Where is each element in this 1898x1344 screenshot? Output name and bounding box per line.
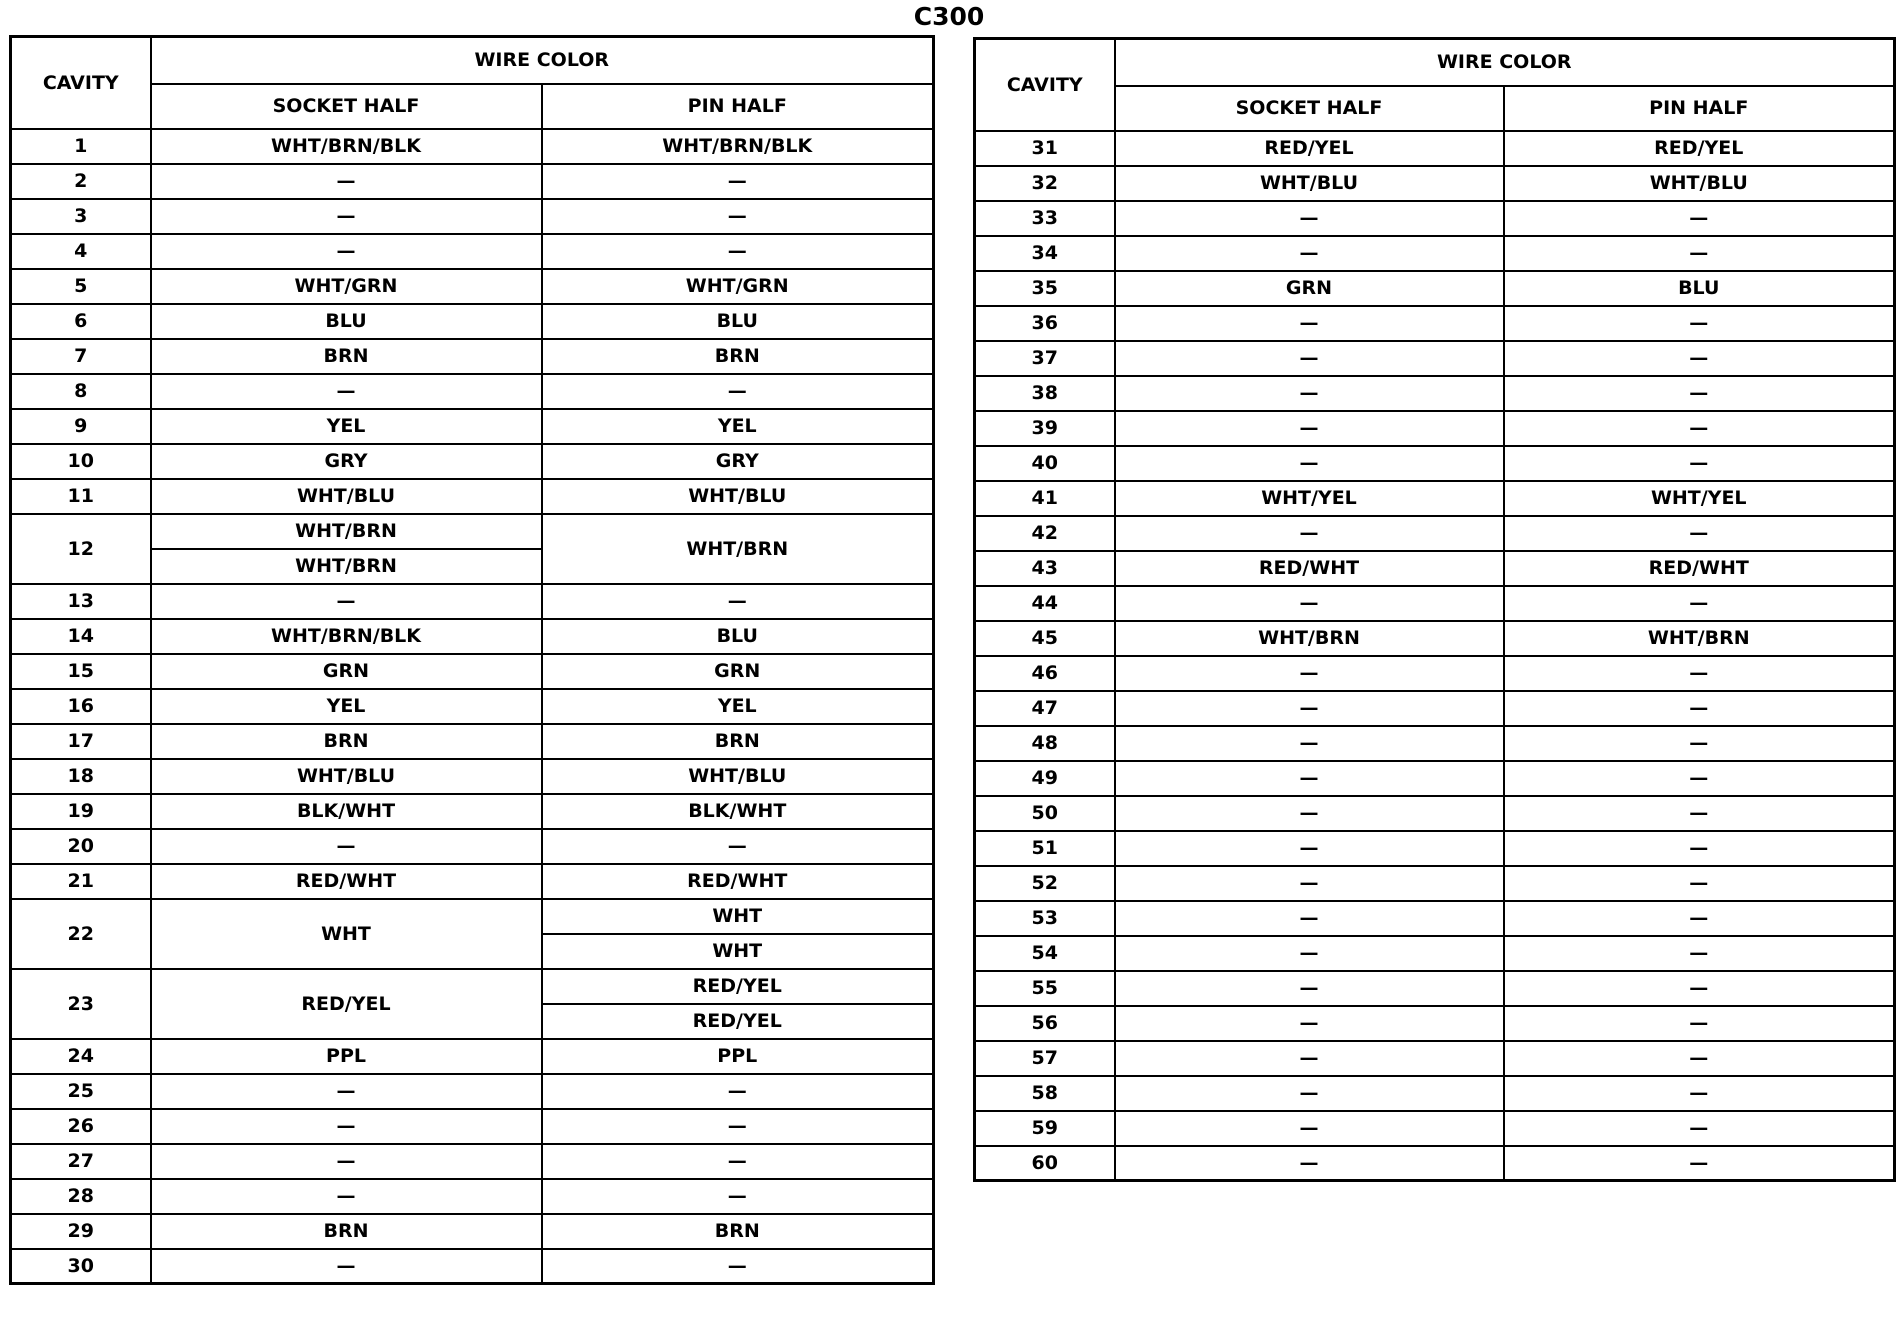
pin-half-cell: BLU (542, 619, 934, 654)
pin-half-cell: — (1504, 901, 1895, 936)
socket-half-cell: — (1115, 341, 1504, 376)
cavity-cell: 45 (975, 621, 1115, 656)
socket-half-cell: — (1115, 236, 1504, 271)
cavity-cell: 60 (975, 1146, 1115, 1181)
pin-half-cell: — (1504, 1146, 1895, 1181)
table-row (11, 1214, 934, 1249)
socket-half-cell: — (1115, 761, 1504, 796)
table-row (975, 761, 1895, 796)
table-row (975, 656, 1895, 691)
socket-half-cell: GRY (151, 444, 542, 479)
socket-half-cell: — (151, 1074, 542, 1109)
socket-half-cell: WHT/BLU (1115, 166, 1504, 201)
cavity-cell: 18 (11, 759, 151, 794)
socket-half-cell: BRN (151, 339, 542, 374)
table-row (975, 936, 1895, 971)
socket-half-cell: — (1115, 726, 1504, 761)
cavity-header: CAVITY (975, 39, 1115, 131)
table-row (975, 376, 1895, 411)
pin-half-cell: — (542, 1144, 934, 1179)
pin-half-cell: BRN (542, 1214, 934, 1249)
table-row (975, 131, 1895, 166)
cavity-cell: 23 (11, 969, 151, 1039)
table-row (11, 794, 934, 829)
table-row (975, 1076, 1895, 1111)
socket-half-cell: PPL (151, 1039, 542, 1074)
table-row (11, 129, 934, 164)
pin-half-cell: GRN (542, 654, 934, 689)
pin-half-cell: — (542, 374, 934, 409)
table-row (11, 584, 934, 619)
pin-half-cell: — (542, 1074, 934, 1109)
pin-half-cell: — (542, 164, 934, 199)
pin-half-cell: — (1504, 1111, 1895, 1146)
table-row (11, 724, 934, 759)
cavity-cell: 11 (11, 479, 151, 514)
cavity-cell: 41 (975, 481, 1115, 516)
pin-half-cell: — (1504, 341, 1895, 376)
socket-half-header: SOCKET HALF (1115, 86, 1504, 131)
table-row (11, 514, 934, 549)
pin-half-cell: PPL (542, 1039, 934, 1074)
pin-half-cell: — (1504, 761, 1895, 796)
socket-half-cell: — (1115, 1006, 1504, 1041)
cavity-cell: 4 (11, 234, 151, 269)
socket-half-cell: WHT/BRN (151, 514, 542, 549)
table-row (975, 866, 1895, 901)
table-row (975, 516, 1895, 551)
socket-half-cell: RED/YEL (1115, 131, 1504, 166)
cavity-cell: 7 (11, 339, 151, 374)
left-table-body (11, 129, 934, 1284)
cavity-cell: 20 (11, 829, 151, 864)
socket-half-cell: RED/WHT (1115, 551, 1504, 586)
pin-half-cell: RED/WHT (1504, 551, 1895, 586)
left-connector-table (9, 35, 935, 1285)
cavity-cell: 28 (11, 1179, 151, 1214)
cavity-cell: 25 (11, 1074, 151, 1109)
pin-half-cell: — (542, 829, 934, 864)
table-row (11, 689, 934, 724)
socket-half-cell: WHT/YEL (1115, 481, 1504, 516)
pin-half-cell: — (1504, 691, 1895, 726)
table-row (975, 1111, 1895, 1146)
pin-half-cell: — (1504, 1041, 1895, 1076)
table-row (975, 691, 1895, 726)
socket-half-cell: BRN (151, 1214, 542, 1249)
pin-half-cell: WHT/GRN (542, 269, 934, 304)
cavity-cell: 42 (975, 516, 1115, 551)
socket-half-cell: WHT/GRN (151, 269, 542, 304)
table-row (11, 619, 934, 654)
pin-half-cell: RED/YEL (1504, 131, 1895, 166)
cavity-cell: 14 (11, 619, 151, 654)
socket-half-cell: GRN (1115, 271, 1504, 306)
pin-half-cell: — (1504, 236, 1895, 271)
socket-half-cell: RED/YEL (151, 969, 542, 1039)
cavity-cell: 59 (975, 1111, 1115, 1146)
right-connector-table (973, 37, 1896, 1182)
table-row (975, 1041, 1895, 1076)
pin-half-cell: — (1504, 866, 1895, 901)
socket-half-cell: — (151, 234, 542, 269)
pin-half-cell: BLK/WHT (542, 794, 934, 829)
pin-half-cell: — (1504, 796, 1895, 831)
table-row (975, 201, 1895, 236)
table-row (11, 479, 934, 514)
cavity-cell: 53 (975, 901, 1115, 936)
pin-half-cell: RED/YEL (542, 969, 934, 1004)
table-row (975, 586, 1895, 621)
pin-half-cell: — (542, 1249, 934, 1284)
cavity-cell: 51 (975, 831, 1115, 866)
table-row (975, 446, 1895, 481)
socket-half-cell: — (151, 374, 542, 409)
pin-half-cell: RED/YEL (542, 1004, 934, 1039)
connector-title: C300 (913, 2, 985, 31)
table-row (975, 1146, 1895, 1181)
cavity-cell: 29 (11, 1214, 151, 1249)
socket-half-cell: — (1115, 1076, 1504, 1111)
pin-half-cell: — (1504, 726, 1895, 761)
table-row (11, 339, 934, 374)
table-row (11, 374, 934, 409)
table-row (11, 899, 934, 934)
table-row (11, 1249, 934, 1284)
cavity-cell: 44 (975, 586, 1115, 621)
socket-half-cell: WHT/BLU (151, 759, 542, 794)
table-row (975, 971, 1895, 1006)
pin-half-cell: — (1504, 446, 1895, 481)
pin-half-cell: — (1504, 936, 1895, 971)
socket-half-cell: — (1115, 971, 1504, 1006)
socket-half-cell: — (1115, 656, 1504, 691)
cavity-cell: 55 (975, 971, 1115, 1006)
pin-half-cell: — (1504, 971, 1895, 1006)
pin-half-cell: — (542, 584, 934, 619)
right-table-body (975, 131, 1895, 1181)
cavity-cell: 27 (11, 1144, 151, 1179)
cavity-cell: 58 (975, 1076, 1115, 1111)
pin-half-cell: WHT/BLU (1504, 166, 1895, 201)
wire-color-header: WIRE COLOR (151, 37, 934, 84)
pin-half-cell: WHT (542, 934, 934, 969)
pin-half-cell: — (1504, 201, 1895, 236)
table-row (11, 234, 934, 269)
pin-half-cell: WHT/BLU (542, 479, 934, 514)
cavity-cell: 8 (11, 374, 151, 409)
pin-half-cell: — (1504, 306, 1895, 341)
table-row (975, 1006, 1895, 1041)
socket-half-cell: — (1115, 796, 1504, 831)
table-row (975, 411, 1895, 446)
pin-half-cell: — (1504, 1076, 1895, 1111)
pin-half-cell: — (1504, 376, 1895, 411)
pin-half-cell: WHT/BLU (542, 759, 934, 794)
table-row (975, 726, 1895, 761)
socket-half-cell: — (1115, 901, 1504, 936)
socket-half-cell: GRN (151, 654, 542, 689)
socket-half-cell: — (1115, 201, 1504, 236)
socket-half-cell: WHT/BRN (151, 549, 542, 584)
cavity-cell: 31 (975, 131, 1115, 166)
table-row (11, 1109, 934, 1144)
pin-half-cell: RED/WHT (542, 864, 934, 899)
socket-half-cell: — (1115, 1111, 1504, 1146)
cavity-cell: 24 (11, 1039, 151, 1074)
socket-half-cell: YEL (151, 409, 542, 444)
cavity-cell: 3 (11, 199, 151, 234)
cavity-cell: 6 (11, 304, 151, 339)
cavity-cell: 54 (975, 936, 1115, 971)
table-row (11, 1074, 934, 1109)
table-row (11, 1179, 934, 1214)
cavity-cell: 48 (975, 726, 1115, 761)
table-row (11, 864, 934, 899)
socket-half-cell: — (151, 584, 542, 619)
cavity-cell: 52 (975, 866, 1115, 901)
cavity-cell: 37 (975, 341, 1115, 376)
socket-half-cell: — (151, 1249, 542, 1284)
pin-half-cell: BLU (542, 304, 934, 339)
cavity-header: CAVITY (11, 37, 151, 129)
socket-half-cell: — (1115, 411, 1504, 446)
cavity-cell: 49 (975, 761, 1115, 796)
socket-half-cell: — (151, 164, 542, 199)
cavity-cell: 1 (11, 129, 151, 164)
cavity-cell: 21 (11, 864, 151, 899)
socket-half-cell: BLK/WHT (151, 794, 542, 829)
pin-half-cell: WHT/YEL (1504, 481, 1895, 516)
pin-half-cell: YEL (542, 689, 934, 724)
socket-half-cell: — (151, 1179, 542, 1214)
socket-half-cell: — (1115, 376, 1504, 411)
table-row (975, 901, 1895, 936)
socket-half-cell: WHT/BRN/BLK (151, 619, 542, 654)
table-row (11, 1144, 934, 1179)
cavity-cell: 35 (975, 271, 1115, 306)
socket-half-cell: YEL (151, 689, 542, 724)
cavity-cell: 57 (975, 1041, 1115, 1076)
cavity-cell: 17 (11, 724, 151, 759)
pin-half-cell: — (542, 234, 934, 269)
socket-half-cell: — (1115, 691, 1504, 726)
cavity-cell: 9 (11, 409, 151, 444)
socket-half-cell: — (1115, 866, 1504, 901)
socket-half-cell: — (151, 1109, 542, 1144)
socket-half-cell: RED/WHT (151, 864, 542, 899)
socket-half-cell: — (151, 1144, 542, 1179)
table-row (11, 409, 934, 444)
table-row (11, 1039, 934, 1074)
cavity-cell: 33 (975, 201, 1115, 236)
table-row (975, 831, 1895, 866)
table-row (975, 271, 1895, 306)
table-row (11, 829, 934, 864)
table-row (975, 306, 1895, 341)
pin-half-cell: WHT/BRN (1504, 621, 1895, 656)
cavity-cell: 36 (975, 306, 1115, 341)
pin-half-cell: — (542, 199, 934, 234)
cavity-cell: 10 (11, 444, 151, 479)
pin-half-cell: BLU (1504, 271, 1895, 306)
pin-half-cell: — (1504, 516, 1895, 551)
cavity-cell: 15 (11, 654, 151, 689)
table-row (975, 236, 1895, 271)
pin-half-cell: — (1504, 586, 1895, 621)
table-row (11, 199, 934, 234)
cavity-cell: 30 (11, 1249, 151, 1284)
cavity-cell: 22 (11, 899, 151, 969)
pin-half-cell: — (542, 1179, 934, 1214)
pin-half-cell: WHT/BRN/BLK (542, 129, 934, 164)
table-row (11, 969, 934, 1004)
cavity-cell: 40 (975, 446, 1115, 481)
pin-half-cell: GRY (542, 444, 934, 479)
pin-half-cell: — (1504, 1006, 1895, 1041)
socket-half-cell: — (1115, 831, 1504, 866)
pin-half-cell: WHT (542, 899, 934, 934)
socket-half-cell: — (1115, 306, 1504, 341)
cavity-cell: 38 (975, 376, 1115, 411)
table-row (975, 341, 1895, 376)
pin-half-header: PIN HALF (1504, 86, 1895, 131)
table-row (11, 759, 934, 794)
pin-half-cell: — (542, 1109, 934, 1144)
socket-half-cell: WHT/BRN (1115, 621, 1504, 656)
table-row (11, 444, 934, 479)
cavity-cell: 56 (975, 1006, 1115, 1041)
table-row (11, 164, 934, 199)
cavity-cell: 2 (11, 164, 151, 199)
cavity-cell: 46 (975, 656, 1115, 691)
cavity-cell: 26 (11, 1109, 151, 1144)
table-row (975, 166, 1895, 201)
cavity-cell: 12 (11, 514, 151, 584)
socket-half-cell: WHT/BLU (151, 479, 542, 514)
cavity-cell: 34 (975, 236, 1115, 271)
cavity-cell: 5 (11, 269, 151, 304)
pin-half-cell: BRN (542, 724, 934, 759)
socket-half-cell: — (1115, 586, 1504, 621)
socket-half-cell: WHT/BRN/BLK (151, 129, 542, 164)
cavity-cell: 13 (11, 584, 151, 619)
table-row (11, 654, 934, 689)
cavity-cell: 43 (975, 551, 1115, 586)
table-row (975, 481, 1895, 516)
socket-half-cell: — (151, 199, 542, 234)
pin-half-cell: — (1504, 411, 1895, 446)
socket-half-cell: BRN (151, 724, 542, 759)
pin-half-cell: — (1504, 831, 1895, 866)
table-row (975, 796, 1895, 831)
table-row (11, 269, 934, 304)
cavity-cell: 32 (975, 166, 1115, 201)
wire-color-header: WIRE COLOR (1115, 39, 1895, 86)
table-row (11, 304, 934, 339)
table-row (975, 551, 1895, 586)
cavity-cell: 16 (11, 689, 151, 724)
pin-half-cell: YEL (542, 409, 934, 444)
socket-half-cell: — (1115, 1146, 1504, 1181)
socket-half-cell: — (1115, 936, 1504, 971)
cavity-cell: 19 (11, 794, 151, 829)
cavity-cell: 47 (975, 691, 1115, 726)
socket-half-cell: WHT (151, 899, 542, 969)
socket-half-cell: — (1115, 516, 1504, 551)
table-row (975, 621, 1895, 656)
socket-half-cell: BLU (151, 304, 542, 339)
pin-half-cell: WHT/BRN (542, 514, 934, 584)
socket-half-header: SOCKET HALF (151, 84, 542, 129)
pin-half-cell: BRN (542, 339, 934, 374)
socket-half-cell: — (1115, 446, 1504, 481)
socket-half-cell: — (1115, 1041, 1504, 1076)
pin-half-cell: — (1504, 656, 1895, 691)
cavity-cell: 50 (975, 796, 1115, 831)
cavity-cell: 39 (975, 411, 1115, 446)
pin-half-header: PIN HALF (542, 84, 934, 129)
socket-half-cell: — (151, 829, 542, 864)
